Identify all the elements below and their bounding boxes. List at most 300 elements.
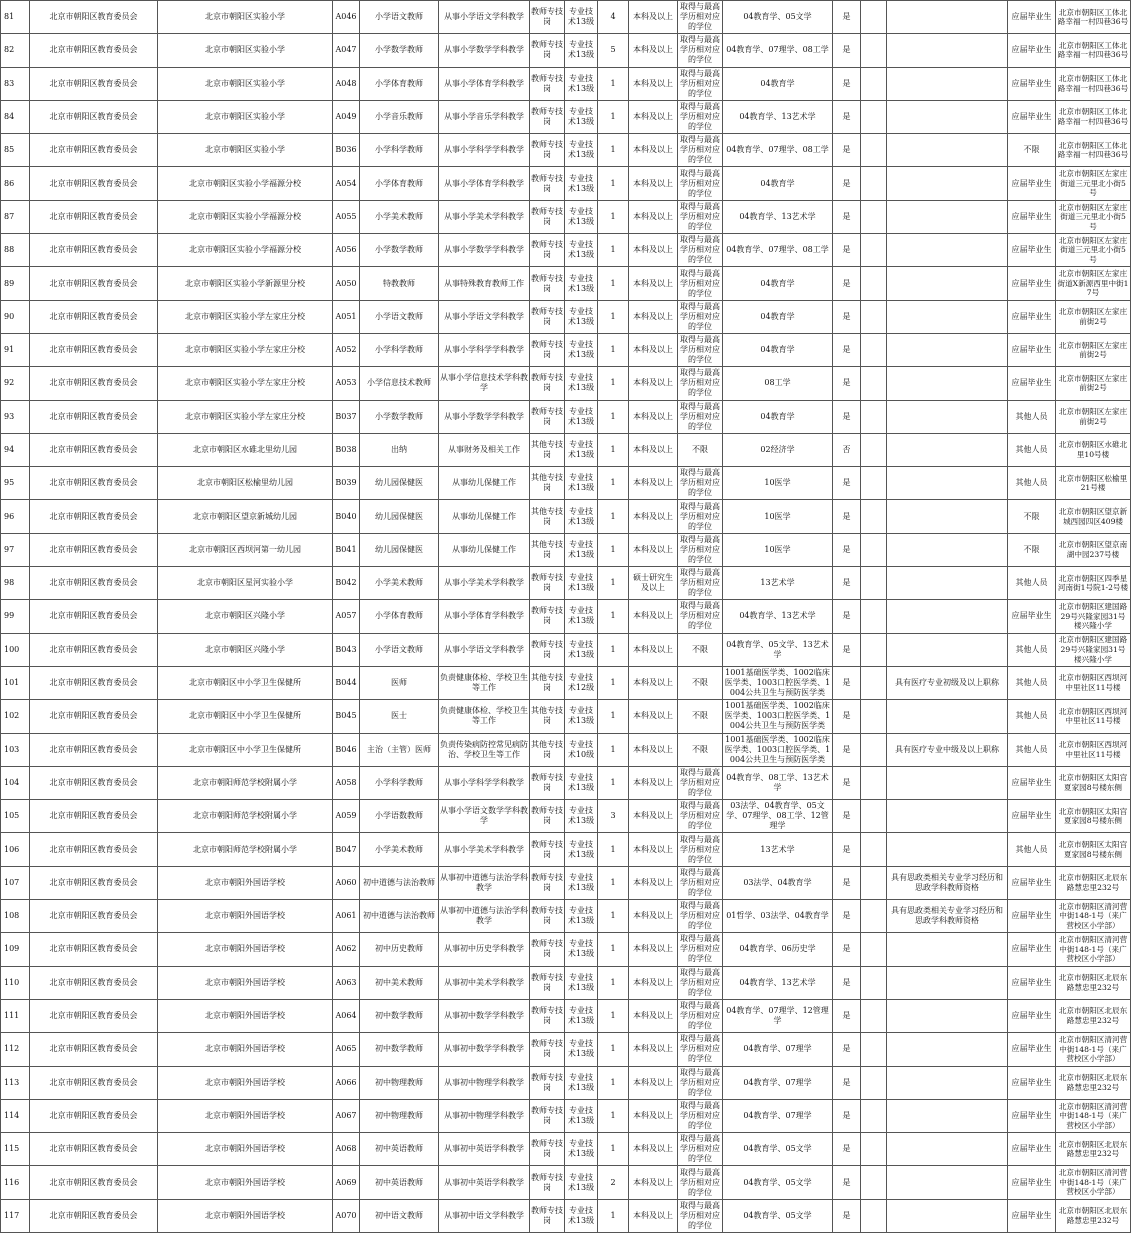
cell-headcount: 1 <box>598 167 629 200</box>
cell-no: 96 <box>1 500 30 533</box>
cell-post-level: 专业技术13级 <box>565 933 598 966</box>
cell-education: 本科及以上 <box>629 999 678 1032</box>
cell-major: 04教育学 <box>723 267 833 300</box>
cell-condition-1: 是 <box>833 600 861 633</box>
cell-post-code: B045 <box>333 700 360 733</box>
cell-department: 北京市朝阳区教育委员会 <box>30 234 158 267</box>
cell-no: 101 <box>1 666 30 699</box>
table-row <box>1 966 1131 999</box>
cell-post-level: 专业技术13级 <box>565 766 598 799</box>
cell-department: 北京市朝阳区教育委员会 <box>30 900 158 933</box>
cell-unit: 北京市朝阳外国语学校 <box>158 999 333 1032</box>
cell-post-code: B040 <box>333 500 360 533</box>
cell-major: 04教育学 <box>723 333 833 366</box>
cell-unit: 北京市朝阳外国语学校 <box>158 1066 333 1099</box>
cell-post-code: A058 <box>333 766 360 799</box>
cell-post-name: 初中物理教师 <box>360 1066 439 1099</box>
cell-department: 北京市朝阳区教育委员会 <box>30 833 158 866</box>
cell-condition-1: 否 <box>833 433 861 466</box>
cell-no: 109 <box>1 933 30 966</box>
cell-headcount: 1 <box>598 234 629 267</box>
cell-condition-2 <box>861 833 887 866</box>
cell-other-requirements <box>887 1199 1008 1232</box>
cell-post-name: 初中语文教师 <box>360 1199 439 1232</box>
cell-post-category: 教师专技岗 <box>530 933 565 966</box>
cell-post-category: 教师专技岗 <box>530 1099 565 1132</box>
cell-major: 04教育学 <box>723 67 833 100</box>
table-row <box>1 1199 1131 1232</box>
cell-major: 04教育学、07理学、08工学 <box>723 234 833 267</box>
cell-education: 本科及以上 <box>629 1199 678 1232</box>
cell-condition-2 <box>861 600 887 633</box>
cell-post-level: 专业技术10级 <box>565 733 598 766</box>
cell-headcount: 1 <box>598 766 629 799</box>
cell-no: 84 <box>1 100 30 133</box>
cell-address: 北京市朝阳区清河营中街148-1号（来广营校区小学部） <box>1056 900 1131 933</box>
cell-condition-1: 是 <box>833 200 861 233</box>
cell-duty: 从事小学语文学科教学 <box>439 1 530 34</box>
cell-unit: 北京市朝阳外国语学校 <box>158 866 333 899</box>
cell-major: 04教育学、07理学、12管理学 <box>723 999 833 1032</box>
cell-duty: 从事小学科学学科教学 <box>439 333 530 366</box>
table-row <box>1 500 1131 533</box>
cell-degree: 取得与最高学历相对应的学位 <box>678 900 723 933</box>
cell-unit: 北京市朝阳师范学校附属小学 <box>158 800 333 833</box>
cell-target-applicants: 不限 <box>1008 533 1056 566</box>
cell-no: 112 <box>1 1033 30 1066</box>
cell-post-level: 专业技术13级 <box>565 1199 598 1232</box>
cell-department: 北京市朝阳区教育委员会 <box>30 200 158 233</box>
cell-post-code: B037 <box>333 400 360 433</box>
cell-education: 本科及以上 <box>629 866 678 899</box>
cell-department: 北京市朝阳区教育委员会 <box>30 100 158 133</box>
table-row <box>1 1133 1131 1166</box>
cell-education: 本科及以上 <box>629 900 678 933</box>
cell-no: 114 <box>1 1099 30 1132</box>
cell-post-level: 专业技术13级 <box>565 700 598 733</box>
cell-education: 本科及以上 <box>629 700 678 733</box>
cell-headcount: 1 <box>598 433 629 466</box>
cell-degree: 取得与最高学历相对应的学位 <box>678 500 723 533</box>
cell-degree: 取得与最高学历相对应的学位 <box>678 67 723 100</box>
cell-education: 本科及以上 <box>629 1 678 34</box>
cell-target-applicants: 应届毕业生 <box>1008 766 1056 799</box>
cell-no: 104 <box>1 766 30 799</box>
cell-unit: 北京市朝阳师范学校附属小学 <box>158 833 333 866</box>
cell-degree: 不限 <box>678 433 723 466</box>
cell-target-applicants: 应届毕业生 <box>1008 34 1056 67</box>
cell-condition-1: 是 <box>833 666 861 699</box>
cell-duty: 从事幼儿保健工作 <box>439 533 530 566</box>
cell-degree: 取得与最高学历相对应的学位 <box>678 400 723 433</box>
cell-duty: 从事小学音乐学科教学 <box>439 100 530 133</box>
table-row <box>1 700 1131 733</box>
cell-department: 北京市朝阳区教育委员会 <box>30 700 158 733</box>
cell-post-name: 主治（主管）医师 <box>360 733 439 766</box>
cell-duty: 从事小学数学学科教学 <box>439 234 530 267</box>
cell-no: 95 <box>1 467 30 500</box>
cell-post-level: 专业技术13级 <box>565 1 598 34</box>
cell-post-code: A062 <box>333 933 360 966</box>
cell-condition-2 <box>861 267 887 300</box>
cell-target-applicants: 应届毕业生 <box>1008 167 1056 200</box>
table-row <box>1 1033 1131 1066</box>
table-row <box>1 433 1131 466</box>
cell-address: 北京市朝阳区西坝河中里社区11号楼 <box>1056 666 1131 699</box>
table-row <box>1 67 1131 100</box>
cell-post-level: 专业技术13级 <box>565 267 598 300</box>
cell-major: 1001基础医学类、1002临床医学类、1003口腔医学类、1004公共卫生与预防医学类 <box>723 733 833 766</box>
cell-post-category: 其他专技岗 <box>530 700 565 733</box>
table-row <box>1 567 1131 600</box>
cell-post-name: 初中道德与法治教师 <box>360 900 439 933</box>
cell-condition-1: 是 <box>833 367 861 400</box>
table-row <box>1 1166 1131 1199</box>
cell-other-requirements <box>887 633 1008 666</box>
cell-target-applicants: 应届毕业生 <box>1008 866 1056 899</box>
cell-degree: 取得与最高学历相对应的学位 <box>678 1133 723 1166</box>
cell-degree: 取得与最高学历相对应的学位 <box>678 333 723 366</box>
cell-duty: 从事幼儿保健工作 <box>439 500 530 533</box>
cell-condition-1: 是 <box>833 766 861 799</box>
cell-condition-1: 是 <box>833 1199 861 1232</box>
cell-unit: 北京市朝阳外国语学校 <box>158 933 333 966</box>
cell-no: 100 <box>1 633 30 666</box>
cell-post-name: 初中英语教师 <box>360 1133 439 1166</box>
cell-post-name: 小学数学教师 <box>360 400 439 433</box>
cell-address: 北京市朝阳区北辰东路慧忠里232号 <box>1056 966 1131 999</box>
cell-other-requirements <box>887 700 1008 733</box>
cell-duty: 从事初中美术学科教学 <box>439 966 530 999</box>
cell-post-code: A057 <box>333 600 360 633</box>
cell-headcount: 5 <box>598 34 629 67</box>
cell-degree: 取得与最高学历相对应的学位 <box>678 1033 723 1066</box>
cell-education: 本科及以上 <box>629 100 678 133</box>
cell-target-applicants: 应届毕业生 <box>1008 1033 1056 1066</box>
cell-duty: 从事小学语文学科教学 <box>439 633 530 666</box>
table-row <box>1 400 1131 433</box>
cell-duty: 从事小学美术学科教学 <box>439 567 530 600</box>
cell-post-level: 专业技术13级 <box>565 34 598 67</box>
cell-no: 90 <box>1 300 30 333</box>
cell-duty: 从事初中数学学科教学 <box>439 999 530 1032</box>
cell-department: 北京市朝阳区教育委员会 <box>30 600 158 633</box>
cell-degree: 取得与最高学历相对应的学位 <box>678 1199 723 1232</box>
cell-degree: 取得与最高学历相对应的学位 <box>678 833 723 866</box>
cell-major: 04教育学、06历史学 <box>723 933 833 966</box>
cell-degree: 取得与最高学历相对应的学位 <box>678 1166 723 1199</box>
cell-condition-2 <box>861 67 887 100</box>
table-row <box>1 800 1131 833</box>
cell-education: 本科及以上 <box>629 600 678 633</box>
cell-other-requirements <box>887 467 1008 500</box>
cell-education: 本科及以上 <box>629 34 678 67</box>
cell-duty: 从事财务及相关工作 <box>439 433 530 466</box>
cell-education: 本科及以上 <box>629 1099 678 1132</box>
cell-post-level: 专业技术13级 <box>565 400 598 433</box>
cell-unit: 北京市朝阳外国语学校 <box>158 1133 333 1166</box>
cell-post-code: A064 <box>333 999 360 1032</box>
table-row <box>1 267 1131 300</box>
cell-department: 北京市朝阳区教育委员会 <box>30 134 158 167</box>
cell-other-requirements <box>887 1066 1008 1099</box>
cell-post-code: A059 <box>333 800 360 833</box>
cell-condition-2 <box>861 900 887 933</box>
cell-duty: 从事初中道德与法治学科教学 <box>439 900 530 933</box>
cell-target-applicants: 应届毕业生 <box>1008 1066 1056 1099</box>
cell-education: 本科及以上 <box>629 200 678 233</box>
cell-condition-2 <box>861 433 887 466</box>
cell-post-category: 教师专技岗 <box>530 400 565 433</box>
cell-post-code: B046 <box>333 733 360 766</box>
cell-education: 本科及以上 <box>629 1066 678 1099</box>
cell-target-applicants: 应届毕业生 <box>1008 67 1056 100</box>
cell-department: 北京市朝阳区教育委员会 <box>30 766 158 799</box>
cell-headcount: 1 <box>598 400 629 433</box>
cell-unit: 北京市朝阳区实验小学福源分校 <box>158 234 333 267</box>
cell-no: 117 <box>1 1199 30 1232</box>
cell-address: 北京市朝阳区左家庄前街2号 <box>1056 333 1131 366</box>
cell-degree: 取得与最高学历相对应的学位 <box>678 766 723 799</box>
cell-address: 北京市朝阳区松榆里21号楼 <box>1056 467 1131 500</box>
cell-other-requirements <box>887 533 1008 566</box>
cell-other-requirements <box>887 167 1008 200</box>
cell-headcount: 1 <box>598 300 629 333</box>
cell-address: 北京市朝阳区左家庄街道三元里北小街5号 <box>1056 234 1131 267</box>
cell-target-applicants: 应届毕业生 <box>1008 200 1056 233</box>
cell-post-code: A050 <box>333 267 360 300</box>
cell-post-code: A052 <box>333 333 360 366</box>
cell-duty: 从事小学体育学科教学 <box>439 600 530 633</box>
cell-other-requirements <box>887 67 1008 100</box>
cell-department: 北京市朝阳区教育委员会 <box>30 1199 158 1232</box>
cell-major: 04教育学 <box>723 400 833 433</box>
cell-post-name: 医士 <box>360 700 439 733</box>
cell-headcount: 1 <box>598 567 629 600</box>
cell-duty: 从事小学体育学科教学 <box>439 67 530 100</box>
cell-post-code: B036 <box>333 134 360 167</box>
cell-department: 北京市朝阳区教育委员会 <box>30 733 158 766</box>
cell-other-requirements: 具有思政类相关专业学习经历和思政学科教师资格 <box>887 900 1008 933</box>
cell-post-category: 教师专技岗 <box>530 1 565 34</box>
cell-unit: 北京市朝阳区实验小学左家庄分校 <box>158 367 333 400</box>
cell-department: 北京市朝阳区教育委员会 <box>30 933 158 966</box>
cell-no: 86 <box>1 167 30 200</box>
cell-post-name: 幼儿园保健医 <box>360 533 439 566</box>
cell-other-requirements <box>887 234 1008 267</box>
cell-target-applicants: 其他人员 <box>1008 833 1056 866</box>
cell-major: 13艺术学 <box>723 567 833 600</box>
cell-address: 北京市朝阳区北辰东路慧忠里232号 <box>1056 866 1131 899</box>
cell-education: 本科及以上 <box>629 467 678 500</box>
cell-other-requirements <box>887 1166 1008 1199</box>
cell-condition-1: 是 <box>833 1066 861 1099</box>
cell-degree: 不限 <box>678 733 723 766</box>
cell-post-name: 小学美术教师 <box>360 200 439 233</box>
cell-condition-1: 是 <box>833 1099 861 1132</box>
cell-address: 北京市朝阳区望京南湖中园237号楼 <box>1056 533 1131 566</box>
cell-post-level: 专业技术13级 <box>565 900 598 933</box>
cell-unit: 北京市朝阳师范学校附属小学 <box>158 766 333 799</box>
cell-headcount: 1 <box>598 1099 629 1132</box>
cell-education: 本科及以上 <box>629 1133 678 1166</box>
table-row <box>1 167 1131 200</box>
cell-headcount: 1 <box>598 467 629 500</box>
cell-post-category: 教师专技岗 <box>530 1133 565 1166</box>
cell-post-category: 其他专技岗 <box>530 500 565 533</box>
cell-headcount: 1 <box>598 966 629 999</box>
table-row <box>1 666 1131 699</box>
cell-headcount: 1 <box>598 367 629 400</box>
cell-condition-2 <box>861 1133 887 1166</box>
cell-unit: 北京市朝阳区兴隆小学 <box>158 633 333 666</box>
cell-degree: 取得与最高学历相对应的学位 <box>678 1066 723 1099</box>
cell-post-name: 初中历史教师 <box>360 933 439 966</box>
cell-post-name: 医师 <box>360 666 439 699</box>
cell-condition-2 <box>861 1033 887 1066</box>
cell-degree: 取得与最高学历相对应的学位 <box>678 533 723 566</box>
cell-condition-2 <box>861 500 887 533</box>
cell-post-category: 教师专技岗 <box>530 100 565 133</box>
cell-post-level: 专业技术13级 <box>565 866 598 899</box>
cell-duty: 从事小学体育学科教学 <box>439 167 530 200</box>
table-row <box>1 600 1131 633</box>
cell-duty: 从事小学科学学科教学 <box>439 134 530 167</box>
cell-duty: 负责健康体检、学校卫生等工作 <box>439 666 530 699</box>
cell-education: 硕士研究生及以上 <box>629 567 678 600</box>
cell-post-name: 小学美术教师 <box>360 567 439 600</box>
cell-degree: 取得与最高学历相对应的学位 <box>678 800 723 833</box>
cell-post-category: 其他专技岗 <box>530 467 565 500</box>
cell-post-name: 小学体育教师 <box>360 167 439 200</box>
cell-major: 04教育学、13艺术学 <box>723 100 833 133</box>
cell-unit: 北京市朝阳区兴隆小学 <box>158 600 333 633</box>
cell-post-name: 初中数学教师 <box>360 999 439 1032</box>
cell-target-applicants: 其他人员 <box>1008 633 1056 666</box>
cell-education: 本科及以上 <box>629 633 678 666</box>
cell-other-requirements <box>887 267 1008 300</box>
table-row <box>1 1066 1131 1099</box>
cell-post-level: 专业技术12级 <box>565 666 598 699</box>
cell-degree: 取得与最高学历相对应的学位 <box>678 1 723 34</box>
cell-major: 04教育学 <box>723 167 833 200</box>
cell-post-level: 专业技术13级 <box>565 433 598 466</box>
cell-target-applicants: 应届毕业生 <box>1008 267 1056 300</box>
cell-condition-1: 是 <box>833 467 861 500</box>
cell-no: 106 <box>1 833 30 866</box>
cell-target-applicants: 其他人员 <box>1008 400 1056 433</box>
cell-major: 04教育学、05文学、13艺术学 <box>723 633 833 666</box>
cell-headcount: 1 <box>598 633 629 666</box>
cell-post-category: 教师专技岗 <box>530 300 565 333</box>
cell-post-category: 其他专技岗 <box>530 733 565 766</box>
cell-post-code: A066 <box>333 1066 360 1099</box>
cell-other-requirements <box>887 134 1008 167</box>
cell-headcount: 3 <box>598 800 629 833</box>
cell-education: 本科及以上 <box>629 1033 678 1066</box>
cell-address: 北京市朝阳区清河营中街148-1号（来广营校区小学部） <box>1056 933 1131 966</box>
cell-duty: 从事特殊教育教师工作 <box>439 267 530 300</box>
cell-post-level: 专业技术13级 <box>565 333 598 366</box>
cell-no: 116 <box>1 1166 30 1199</box>
cell-target-applicants: 应届毕业生 <box>1008 1133 1056 1166</box>
cell-condition-1: 是 <box>833 933 861 966</box>
cell-post-category: 教师专技岗 <box>530 600 565 633</box>
cell-duty: 从事小学语文数学学科教学 <box>439 800 530 833</box>
cell-post-name: 小学科学教师 <box>360 766 439 799</box>
cell-no: 113 <box>1 1066 30 1099</box>
table-row <box>1 100 1131 133</box>
cell-no: 82 <box>1 34 30 67</box>
cell-department: 北京市朝阳区教育委员会 <box>30 567 158 600</box>
cell-degree: 不限 <box>678 666 723 699</box>
cell-post-category: 其他专技岗 <box>530 666 565 699</box>
cell-degree: 取得与最高学历相对应的学位 <box>678 134 723 167</box>
cell-post-name: 小学语数教师 <box>360 800 439 833</box>
cell-post-category: 教师专技岗 <box>530 966 565 999</box>
cell-target-applicants: 其他人员 <box>1008 700 1056 733</box>
cell-major: 04教育学 <box>723 300 833 333</box>
cell-headcount: 1 <box>598 666 629 699</box>
cell-post-code: A060 <box>333 866 360 899</box>
cell-address: 北京市朝阳区工体北路幸福一村四巷36号 <box>1056 134 1131 167</box>
cell-other-requirements <box>887 333 1008 366</box>
table-row <box>1 733 1131 766</box>
cell-other-requirements <box>887 766 1008 799</box>
cell-unit: 北京市朝阳区实验小学左家庄分校 <box>158 333 333 366</box>
cell-address: 北京市朝阳区工体北路幸福一村四巷36号 <box>1056 67 1131 100</box>
cell-education: 本科及以上 <box>629 134 678 167</box>
cell-education: 本科及以上 <box>629 833 678 866</box>
cell-post-level: 专业技术13级 <box>565 600 598 633</box>
cell-post-level: 专业技术13级 <box>565 1166 598 1199</box>
cell-department: 北京市朝阳区教育委员会 <box>30 1033 158 1066</box>
cell-duty: 从事小学数学学科教学 <box>439 34 530 67</box>
cell-other-requirements <box>887 1033 1008 1066</box>
cell-unit: 北京市朝阳区中小学卫生保健所 <box>158 666 333 699</box>
cell-no: 110 <box>1 966 30 999</box>
cell-post-code: A048 <box>333 67 360 100</box>
cell-address: 北京市朝阳区西坝河中里社区11号楼 <box>1056 700 1131 733</box>
cell-post-name: 初中物理教师 <box>360 1099 439 1132</box>
cell-no: 92 <box>1 367 30 400</box>
table-row <box>1 999 1131 1032</box>
cell-post-name: 小学数学教师 <box>360 234 439 267</box>
cell-condition-2 <box>861 766 887 799</box>
cell-post-name: 出纳 <box>360 433 439 466</box>
cell-education: 本科及以上 <box>629 433 678 466</box>
cell-education: 本科及以上 <box>629 1166 678 1199</box>
cell-condition-1: 是 <box>833 999 861 1032</box>
cell-headcount: 1 <box>598 733 629 766</box>
cell-major: 10医学 <box>723 533 833 566</box>
cell-department: 北京市朝阳区教育委员会 <box>30 1166 158 1199</box>
cell-department: 北京市朝阳区教育委员会 <box>30 367 158 400</box>
cell-major: 03法学、04教育学、05文学、07理学、08工学、12管理学 <box>723 800 833 833</box>
cell-condition-1: 是 <box>833 234 861 267</box>
cell-unit: 北京市朝阳区实验小学新源里分校 <box>158 267 333 300</box>
cell-address: 北京市朝阳区太阳宫夏家园8号楼东侧 <box>1056 800 1131 833</box>
cell-post-category: 教师专技岗 <box>530 1199 565 1232</box>
cell-major: 01哲学、03法学、04教育学 <box>723 900 833 933</box>
cell-address: 北京市朝阳区左家庄街道X新源西里中街17号 <box>1056 267 1131 300</box>
cell-post-code: A054 <box>333 167 360 200</box>
cell-address: 北京市朝阳区左家庄街道三元里北小街5号 <box>1056 200 1131 233</box>
cell-target-applicants: 应届毕业生 <box>1008 234 1056 267</box>
cell-condition-2 <box>861 467 887 500</box>
cell-department: 北京市朝阳区教育委员会 <box>30 467 158 500</box>
cell-post-level: 专业技术13级 <box>565 800 598 833</box>
